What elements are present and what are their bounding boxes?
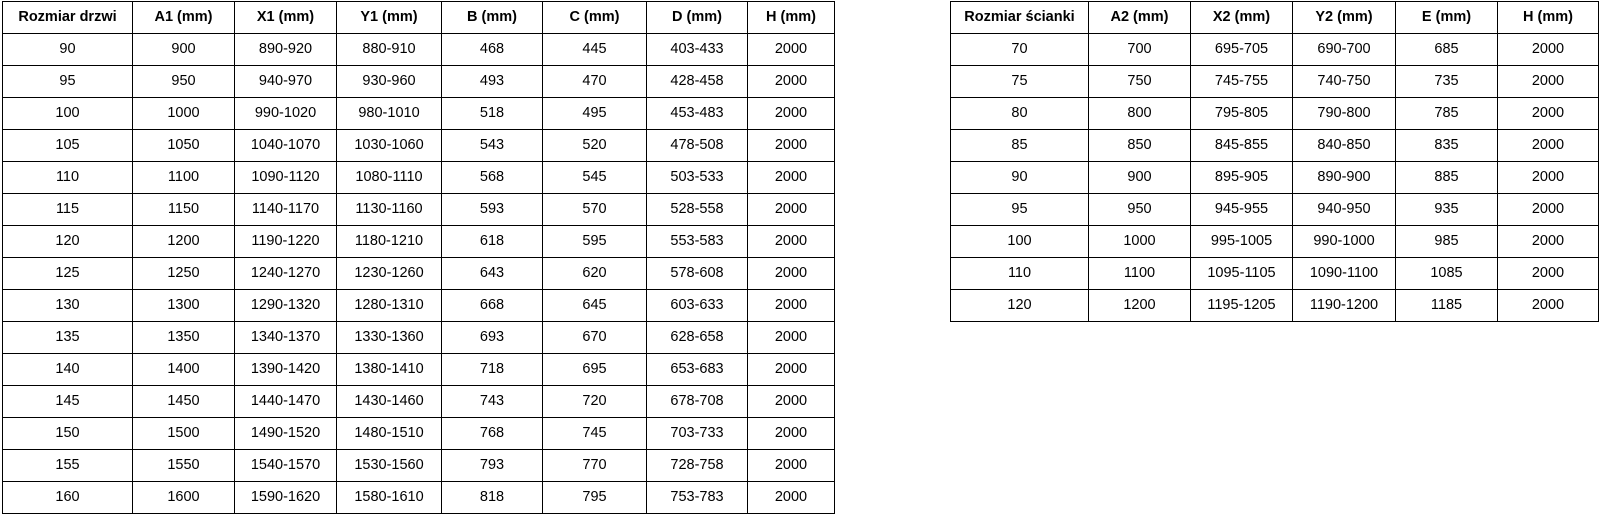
table-cell: 120 <box>951 290 1089 322</box>
table-cell: 90 <box>3 34 133 66</box>
table-cell: 643 <box>442 258 543 290</box>
table-cell: 105 <box>3 130 133 162</box>
table-row <box>3 130 835 162</box>
table-cell: 790-800 <box>1293 98 1396 130</box>
table-cell: 603-633 <box>647 290 748 322</box>
door-size-table <box>2 1 835 514</box>
table-cell: 745 <box>543 418 647 450</box>
table-cell: 2000 <box>748 34 835 66</box>
table-cell: 2000 <box>748 98 835 130</box>
table-cell: 695-705 <box>1191 34 1293 66</box>
table-cell: 990-1020 <box>235 98 337 130</box>
table-cell: 150 <box>3 418 133 450</box>
table-row <box>951 66 1599 98</box>
table-cell: 1085 <box>1396 258 1498 290</box>
table-cell: 85 <box>951 130 1089 162</box>
column-header: B (mm) <box>442 2 543 34</box>
table-cell: 2000 <box>748 162 835 194</box>
table-cell: 770 <box>543 450 647 482</box>
table-cell: 2000 <box>748 66 835 98</box>
table-cell: 160 <box>3 482 133 514</box>
table-cell: 1090-1120 <box>235 162 337 194</box>
table-cell: 728-758 <box>647 450 748 482</box>
table-cell: 95 <box>3 66 133 98</box>
table-row <box>3 322 835 354</box>
table-cell: 545 <box>543 162 647 194</box>
column-header: E (mm) <box>1396 2 1498 34</box>
table-cell: 745-755 <box>1191 66 1293 98</box>
table-cell: 403-433 <box>647 34 748 66</box>
table-row <box>3 162 835 194</box>
table-cell: 445 <box>543 34 647 66</box>
table-cell: 1195-1205 <box>1191 290 1293 322</box>
table-cell: 130 <box>3 290 133 322</box>
table-cell: 2000 <box>748 450 835 482</box>
table-row <box>3 290 835 322</box>
table-cell: 1440-1470 <box>235 386 337 418</box>
table-cell: 678-708 <box>647 386 748 418</box>
table-cell: 693 <box>442 322 543 354</box>
table-cell: 985 <box>1396 226 1498 258</box>
column-header: Rozmiar ścianki <box>951 2 1089 34</box>
table-row <box>951 162 1599 194</box>
table-row <box>951 98 1599 130</box>
table-cell: 1100 <box>133 162 235 194</box>
table-cell: 2000 <box>748 194 835 226</box>
table-cell: 1040-1070 <box>235 130 337 162</box>
table-cell: 1230-1260 <box>337 258 442 290</box>
table-cell: 110 <box>3 162 133 194</box>
table-cell: 2000 <box>748 386 835 418</box>
table-cell: 900 <box>133 34 235 66</box>
table-cell: 428-458 <box>647 66 748 98</box>
table-cell: 935 <box>1396 194 1498 226</box>
table-cell: 2000 <box>748 354 835 386</box>
table-cell: 700 <box>1089 34 1191 66</box>
table-cell: 768 <box>442 418 543 450</box>
table-cell: 2000 <box>748 130 835 162</box>
table-cell: 818 <box>442 482 543 514</box>
table-cell: 470 <box>543 66 647 98</box>
table-cell: 690-700 <box>1293 34 1396 66</box>
table-cell: 890-920 <box>235 34 337 66</box>
table-cell: 570 <box>543 194 647 226</box>
table-cell: 940-970 <box>235 66 337 98</box>
table-cell: 1000 <box>133 98 235 130</box>
table-cell: 628-658 <box>647 322 748 354</box>
table-cell: 1480-1510 <box>337 418 442 450</box>
table-cell: 595 <box>543 226 647 258</box>
table-cell: 2000 <box>1498 130 1599 162</box>
table-cell: 835 <box>1396 130 1498 162</box>
table-cell: 478-508 <box>647 130 748 162</box>
table-row <box>951 226 1599 258</box>
table-cell: 1550 <box>133 450 235 482</box>
table-cell: 80 <box>951 98 1089 130</box>
table-cell: 1350 <box>133 322 235 354</box>
table-cell: 568 <box>442 162 543 194</box>
table-cell: 1130-1160 <box>337 194 442 226</box>
table-cell: 125 <box>3 258 133 290</box>
table-row <box>951 130 1599 162</box>
door-table-header <box>3 2 835 34</box>
table-cell: 495 <box>543 98 647 130</box>
table-cell: 2000 <box>1498 66 1599 98</box>
table-cell: 1590-1620 <box>235 482 337 514</box>
column-header: D (mm) <box>647 2 748 34</box>
table-cell: 800 <box>1089 98 1191 130</box>
table-cell: 850 <box>1089 130 1191 162</box>
table-cell: 1290-1320 <box>235 290 337 322</box>
table-cell: 2000 <box>1498 98 1599 130</box>
table-cell: 1540-1570 <box>235 450 337 482</box>
table-cell: 718 <box>442 354 543 386</box>
table-cell: 578-608 <box>647 258 748 290</box>
table-cell: 743 <box>442 386 543 418</box>
table-row <box>3 354 835 386</box>
table-cell: 1200 <box>133 226 235 258</box>
table-cell: 1090-1100 <box>1293 258 1396 290</box>
table-row <box>951 258 1599 290</box>
table-row <box>951 290 1599 322</box>
table-cell: 520 <box>543 130 647 162</box>
table-cell: 785 <box>1396 98 1498 130</box>
table-row <box>3 418 835 450</box>
table-cell: 795 <box>543 482 647 514</box>
table-cell: 1530-1560 <box>337 450 442 482</box>
table-cell: 645 <box>543 290 647 322</box>
table-cell: 1490-1520 <box>235 418 337 450</box>
table-cell: 453-483 <box>647 98 748 130</box>
table-cell: 70 <box>951 34 1089 66</box>
table-cell: 2000 <box>1498 194 1599 226</box>
table-cell: 793 <box>442 450 543 482</box>
table-cell: 950 <box>133 66 235 98</box>
table-cell: 900 <box>1089 162 1191 194</box>
table-cell: 1400 <box>133 354 235 386</box>
table-cell: 2000 <box>748 482 835 514</box>
column-header: A2 (mm) <box>1089 2 1191 34</box>
table-row <box>3 450 835 482</box>
table-cell: 795-805 <box>1191 98 1293 130</box>
table-row <box>3 194 835 226</box>
table-cell: 2000 <box>748 290 835 322</box>
table-cell: 1450 <box>133 386 235 418</box>
table-row <box>3 98 835 130</box>
column-header: Y2 (mm) <box>1293 2 1396 34</box>
table-cell: 880-910 <box>337 34 442 66</box>
table-cell: 1250 <box>133 258 235 290</box>
table-row <box>951 34 1599 66</box>
table-cell: 140 <box>3 354 133 386</box>
wall-table-body <box>951 34 1599 322</box>
column-header: Y1 (mm) <box>337 2 442 34</box>
table-cell: 100 <box>951 226 1089 258</box>
table-cell: 120 <box>3 226 133 258</box>
table-cell: 2000 <box>1498 226 1599 258</box>
table-cell: 468 <box>442 34 543 66</box>
table-cell: 543 <box>442 130 543 162</box>
table-cell: 1240-1270 <box>235 258 337 290</box>
table-cell: 1180-1210 <box>337 226 442 258</box>
table-cell: 890-900 <box>1293 162 1396 194</box>
table-cell: 703-733 <box>647 418 748 450</box>
table-cell: 1430-1460 <box>337 386 442 418</box>
table-cell: 1280-1310 <box>337 290 442 322</box>
table-cell: 670 <box>543 322 647 354</box>
table-cell: 1080-1110 <box>337 162 442 194</box>
table-cell: 668 <box>442 290 543 322</box>
table-cell: 930-960 <box>337 66 442 98</box>
table-row <box>3 258 835 290</box>
table-cell: 95 <box>951 194 1089 226</box>
table-cell: 685 <box>1396 34 1498 66</box>
table-cell: 1340-1370 <box>235 322 337 354</box>
table-cell: 940-950 <box>1293 194 1396 226</box>
table-cell: 1095-1105 <box>1191 258 1293 290</box>
table-cell: 100 <box>3 98 133 130</box>
wall-size-table <box>950 1 1599 322</box>
table-cell: 720 <box>543 386 647 418</box>
column-header: X2 (mm) <box>1191 2 1293 34</box>
table-cell: 885 <box>1396 162 1498 194</box>
table-cell: 653-683 <box>647 354 748 386</box>
table-cell: 135 <box>3 322 133 354</box>
table-cell: 1600 <box>133 482 235 514</box>
table-cell: 1190-1220 <box>235 226 337 258</box>
table-cell: 2000 <box>1498 34 1599 66</box>
table-cell: 1185 <box>1396 290 1498 322</box>
table-cell: 2000 <box>748 258 835 290</box>
table-cell: 518 <box>442 98 543 130</box>
table-cell: 2000 <box>1498 258 1599 290</box>
table-row <box>3 386 835 418</box>
table-row <box>3 66 835 98</box>
table-cell: 1500 <box>133 418 235 450</box>
table-cell: 620 <box>543 258 647 290</box>
table-cell: 750 <box>1089 66 1191 98</box>
table-cell: 1190-1200 <box>1293 290 1396 322</box>
wall-table-header <box>951 2 1599 34</box>
table-cell: 110 <box>951 258 1089 290</box>
table-cell: 618 <box>442 226 543 258</box>
table-cell: 990-1000 <box>1293 226 1396 258</box>
door-table-body <box>3 34 835 514</box>
table-row <box>3 226 835 258</box>
table-cell: 895-905 <box>1191 162 1293 194</box>
table-cell: 493 <box>442 66 543 98</box>
table-cell: 553-583 <box>647 226 748 258</box>
table-cell: 1390-1420 <box>235 354 337 386</box>
table-row <box>3 34 835 66</box>
column-header: H (mm) <box>748 2 835 34</box>
table-cell: 845-855 <box>1191 130 1293 162</box>
table-cell: 1200 <box>1089 290 1191 322</box>
table-cell: 740-750 <box>1293 66 1396 98</box>
table-cell: 840-850 <box>1293 130 1396 162</box>
table-cell: 145 <box>3 386 133 418</box>
table-cell: 2000 <box>748 418 835 450</box>
table-cell: 75 <box>951 66 1089 98</box>
table-cell: 1380-1410 <box>337 354 442 386</box>
table-cell: 2000 <box>748 322 835 354</box>
column-header: H (mm) <box>1498 2 1599 34</box>
table-cell: 1580-1610 <box>337 482 442 514</box>
table-cell: 115 <box>3 194 133 226</box>
table-cell: 1000 <box>1089 226 1191 258</box>
table-row <box>3 482 835 514</box>
table-cell: 753-783 <box>647 482 748 514</box>
table-cell: 2000 <box>1498 290 1599 322</box>
header-row <box>951 2 1599 34</box>
table-cell: 945-955 <box>1191 194 1293 226</box>
table-cell: 2000 <box>748 226 835 258</box>
column-header: C (mm) <box>543 2 647 34</box>
table-cell: 735 <box>1396 66 1498 98</box>
table-row <box>951 194 1599 226</box>
table-cell: 90 <box>951 162 1089 194</box>
table-cell: 1330-1360 <box>337 322 442 354</box>
table-cell: 1100 <box>1089 258 1191 290</box>
table-cell: 1030-1060 <box>337 130 442 162</box>
table-cell: 155 <box>3 450 133 482</box>
table-cell: 1050 <box>133 130 235 162</box>
table-cell: 695 <box>543 354 647 386</box>
table-cell: 528-558 <box>647 194 748 226</box>
table-cell: 1300 <box>133 290 235 322</box>
table-cell: 1150 <box>133 194 235 226</box>
column-header: X1 (mm) <box>235 2 337 34</box>
table-cell: 995-1005 <box>1191 226 1293 258</box>
column-header: Rozmiar drzwi <box>3 2 133 34</box>
column-header: A1 (mm) <box>133 2 235 34</box>
table-cell: 980-1010 <box>337 98 442 130</box>
table-cell: 950 <box>1089 194 1191 226</box>
table-cell: 2000 <box>1498 162 1599 194</box>
table-cell: 593 <box>442 194 543 226</box>
header-row <box>3 2 835 34</box>
table-cell: 503-533 <box>647 162 748 194</box>
table-cell: 1140-1170 <box>235 194 337 226</box>
